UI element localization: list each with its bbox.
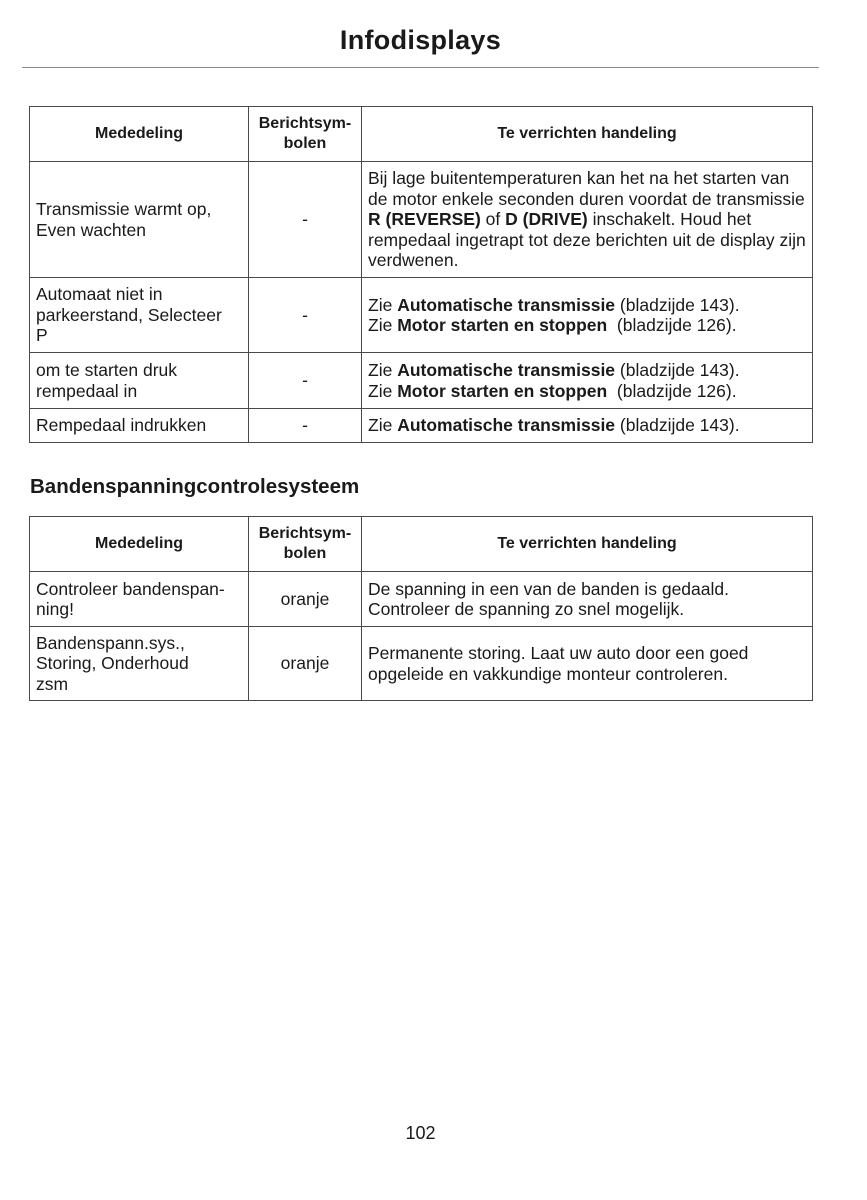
table-header-row	[30, 107, 813, 162]
table-row	[30, 353, 813, 409]
column-header-action: Te verrichten handeling	[362, 107, 813, 162]
action-cell: De spanning in een van de banden is gedaald. Controleer de spanning zo snel mogelijk.	[362, 572, 813, 627]
message-cell: Bandenspann.sys., Storing, Onderhoud zsm	[30, 627, 249, 701]
message-cell: Automaat niet in parkeerstand, Selecteer P	[30, 278, 249, 353]
symbol-cell: oranje	[249, 572, 362, 627]
action-cell: Zie Automatische transmissie (bladzijde 143). Zie Motor starten en stoppen (bladzijde 126).	[362, 278, 813, 353]
symbol-cell: oranje	[249, 627, 362, 701]
page-header	[22, 22, 819, 68]
page-number: 102	[405, 1123, 436, 1143]
section-heading: Bandenspanningcontrolesysteem	[30, 475, 360, 498]
column-header-action: Te verrichten handeling	[362, 517, 813, 572]
table-row	[30, 162, 813, 278]
symbol-cell: -	[249, 162, 362, 278]
table-row	[30, 278, 813, 353]
column-header-message: Mededeling	[30, 107, 249, 162]
table-row	[30, 409, 813, 443]
message-cell: Rempedaal indrukken	[30, 409, 249, 443]
transmission-messages-table	[29, 106, 813, 443]
column-header-message: Mededeling	[30, 517, 249, 572]
action-cell: Zie Automatische transmissie (bladzijde 143).	[362, 409, 813, 443]
message-cell: Controleer bandenspan- ning!	[30, 572, 249, 627]
table-row	[30, 572, 813, 627]
action-cell: Permanente storing. Laat uw auto door een goed opgeleide en vakkundige monteur controleren.	[362, 627, 813, 701]
message-cell: om te starten druk rempedaal in	[30, 353, 249, 409]
symbol-cell: -	[249, 278, 362, 353]
table-row	[30, 627, 813, 701]
column-header-symbols: Berichtsym- bolen	[249, 517, 362, 572]
symbol-cell: -	[249, 409, 362, 443]
table-header-row	[30, 517, 813, 572]
column-header-symbols: Berichtsym- bolen	[249, 107, 362, 162]
action-cell: Zie Automatische transmissie (bladzijde 143). Zie Motor starten en stoppen (bladzijde 126).	[362, 353, 813, 409]
message-cell: Transmissie warmt op, Even wachten	[30, 162, 249, 278]
action-cell: Bij lage buitentemperaturen kan het na het starten van de motor enkele seconden duren voordat de transmissie R (REVERSE) of D (DRIVE) inschakelt. Houd het rempedaal ingetrapt tot deze berichten uit de display zijn verdwenen.	[362, 162, 813, 278]
page-title: Infodisplays	[339, 25, 502, 55]
tire-pressure-messages-table	[29, 516, 813, 701]
symbol-cell: -	[249, 353, 362, 409]
